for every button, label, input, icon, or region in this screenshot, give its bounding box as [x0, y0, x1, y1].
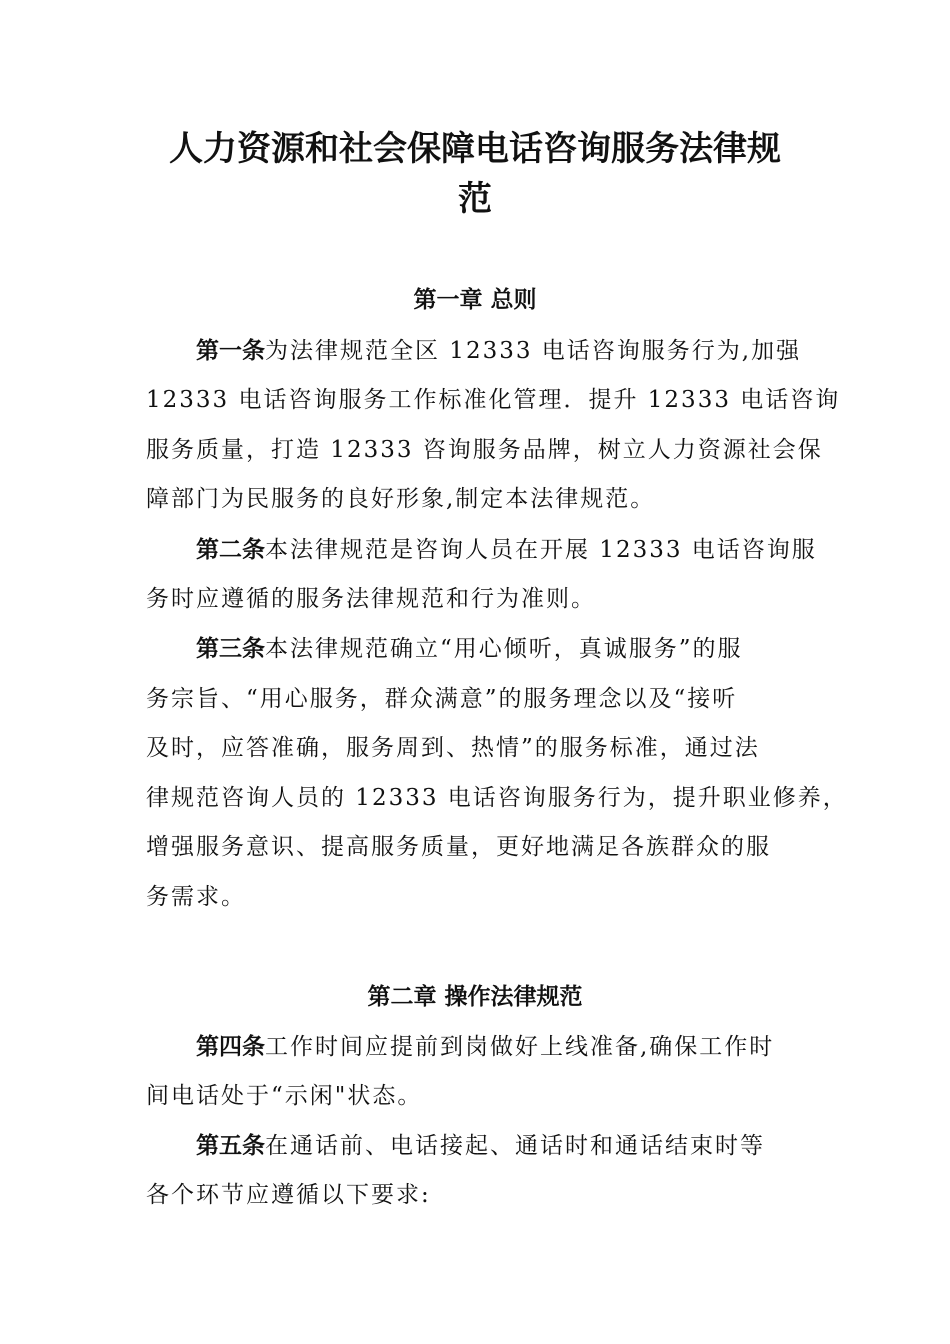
document-title-line2: 范	[458, 179, 492, 219]
article-1-text: 为法律规范全区 12333 电话咨询服务行为,加强	[265, 338, 802, 364]
article-2-text: 本法律规范是咨询人员在开展 12333 电话咨询服	[265, 537, 817, 563]
article-3-line-2: 务宗旨、“用心服务，群众满意”的服务理念以及“接听	[146, 686, 738, 712]
article-3-line-6: 务需求。	[146, 884, 246, 910]
article-4-number: 第四条	[196, 1034, 265, 1060]
chapter-2-heading: 第二章 操作法律规范	[367, 984, 583, 1010]
article-2-line-2: 务时应遵循的服务法律规范和行为准则。	[146, 586, 596, 612]
article-1-line-1	[196, 336, 801, 366]
article-4-line-2: 间电话处于“示闲"状态。	[146, 1083, 423, 1109]
article-1-line-2: 12333 电话咨询服务工作标准化管理．提升 12333 电话咨询	[146, 387, 841, 413]
article-3-line-3: 及时，应答准确，服务周到、热情”的服务标准，通过法	[146, 735, 760, 761]
article-1-number: 第一条	[196, 338, 265, 364]
article-3-line-1	[196, 634, 743, 664]
article-5-text: 在通话前、电话接起、通话时和通话结束时等	[265, 1133, 765, 1159]
article-3-line-5: 增强服务意识、提高服务质量，更好地满足各族群众的服	[146, 834, 771, 860]
article-5-line-1	[196, 1131, 765, 1161]
article-4-line-1	[196, 1032, 774, 1062]
chapter-1-heading: 第一章 总则	[413, 287, 537, 313]
article-5-line-2: 各个环节应遵循以下要求:	[146, 1182, 431, 1208]
article-1-line-4: 障部门为民服务的良好形象,制定本法律规范。	[146, 486, 656, 512]
document-title-line1: 人力资源和社会保障电话咨询服务法律规	[169, 129, 781, 169]
article-4-text: 工作时间应提前到岗做好上线准备,确保工作时	[265, 1034, 775, 1060]
article-3-text: 本法律规范确立“用心倾听，真诚服务”的服	[265, 636, 743, 662]
article-5-number: 第五条	[196, 1133, 265, 1159]
article-2-line-1	[196, 535, 817, 565]
article-1-line-3: 服务质量，打造 12333 咨询服务品牌，树立人力资源社会保	[146, 437, 823, 463]
article-3-line-4: 律规范咨询人员的 12333 电话咨询服务行为，提升职业修养，	[146, 785, 848, 811]
article-2-number: 第二条	[196, 537, 265, 563]
article-3-number: 第三条	[196, 636, 265, 662]
